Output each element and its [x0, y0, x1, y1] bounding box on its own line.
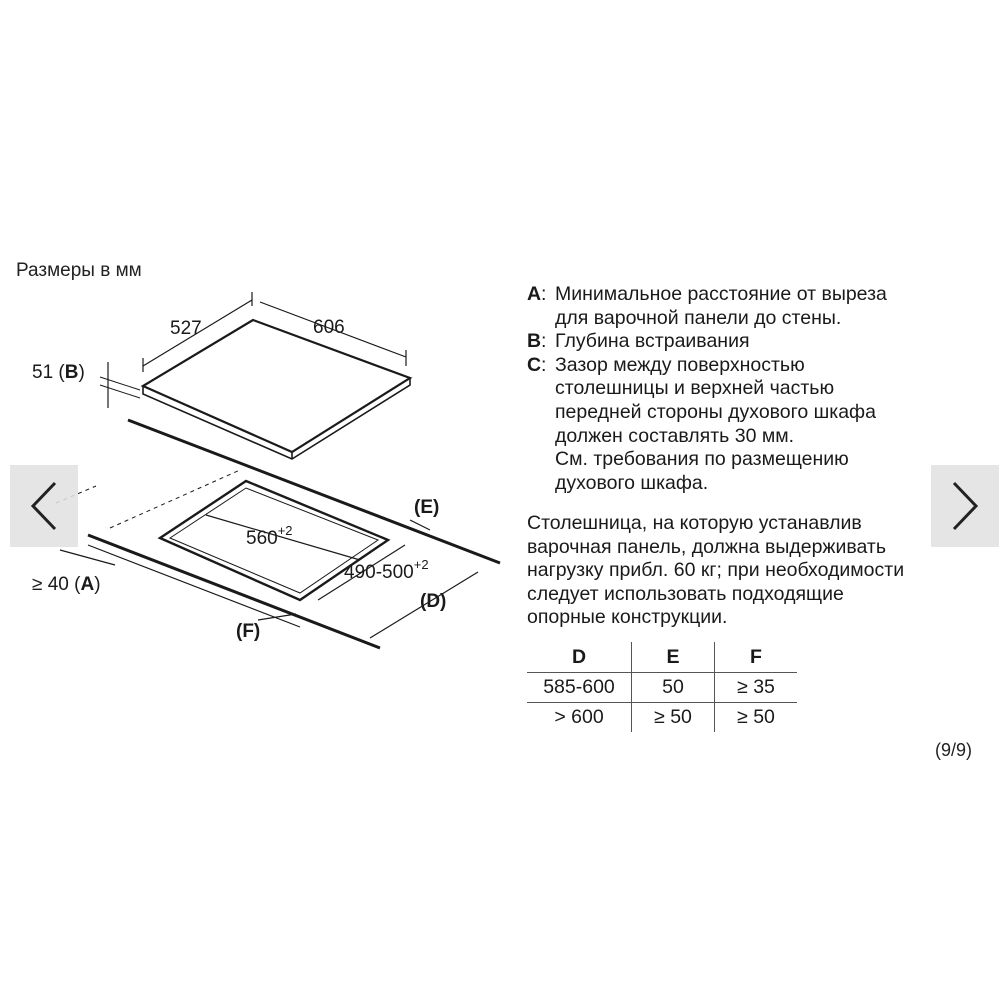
label-b: 51 (B)	[32, 362, 85, 383]
load-note	[527, 512, 1000, 630]
installation-diagram	[0, 0, 520, 720]
label-width-527: 527	[170, 318, 202, 339]
legend-c-line5: См. требования по размещению	[555, 448, 849, 471]
legend-a-line2: для варочной панели до стены.	[555, 306, 842, 329]
next-image-button[interactable]	[931, 465, 999, 547]
label-f: (F)	[236, 621, 261, 642]
table-cell: ≥ 50	[632, 703, 715, 733]
table-row	[527, 703, 797, 733]
note-line: варочная панель, должна выдерживать	[527, 535, 887, 558]
legend-item-a: A : Минимальное расстояние от выреза	[527, 283, 887, 305]
legend-item-b: B : Глубина встраивания	[527, 330, 997, 354]
table-cell: > 600	[554, 706, 604, 728]
table-header-e: E	[632, 642, 715, 673]
legend-item-c: C : Зазор между поверхностью	[527, 354, 997, 378]
hob-top-plate	[143, 320, 410, 452]
chevron-right-icon	[948, 479, 982, 533]
table-cell: ≥ 35	[715, 673, 798, 703]
table-cell: 585-600	[527, 673, 632, 703]
legend-c-line3: передней стороны духового шкафа	[555, 400, 876, 423]
legend	[527, 283, 997, 495]
label-depth-606: 606	[313, 317, 345, 338]
legend-c-line2: столешницы и верхней частью	[555, 377, 835, 400]
table-header-d: D	[527, 642, 632, 673]
table-row	[527, 673, 797, 703]
note-line: следует использовать подходящие	[527, 582, 844, 605]
hob-thickness-edge	[143, 378, 410, 459]
table-cell: 50	[632, 673, 715, 703]
prev-image-button[interactable]	[10, 465, 78, 547]
countertop-front-edge	[88, 535, 380, 648]
table-cell: ≥ 50	[715, 703, 798, 733]
countertop-back-edge	[128, 420, 500, 563]
label-d: (D)	[420, 591, 447, 612]
legend-b-line1: Глубина встраивания	[555, 330, 750, 353]
table-header-row	[527, 642, 797, 673]
note-line: опорные конструкции.	[527, 606, 728, 629]
legend-c-line4: должен составлять 30 мм.	[555, 424, 795, 447]
legend-a-line1: Минимальное расстояние от выреза	[555, 283, 887, 305]
legend-c-line6: духового шкафа.	[555, 471, 709, 494]
note-line: нагрузку прибл. 60 кг; при необходимости	[527, 559, 905, 582]
label-cut-depth: $490-500^{+2}$	[344, 557, 429, 583]
chevron-left-icon	[27, 479, 61, 533]
clearance-table	[527, 642, 797, 732]
page-counter: (9/9)	[935, 740, 973, 760]
label-e: (E)	[414, 497, 440, 518]
label-cut-width: $560^{+2}$	[246, 523, 293, 549]
figure-title: Размеры в мм	[16, 260, 142, 281]
label-a: ≥ 40 (A)	[32, 574, 101, 595]
note-line: Столешница, на которую устанавлив	[527, 512, 862, 534]
legend-c-line1: Зазор между поверхностью	[555, 353, 805, 376]
table-header-f: F	[715, 642, 798, 673]
